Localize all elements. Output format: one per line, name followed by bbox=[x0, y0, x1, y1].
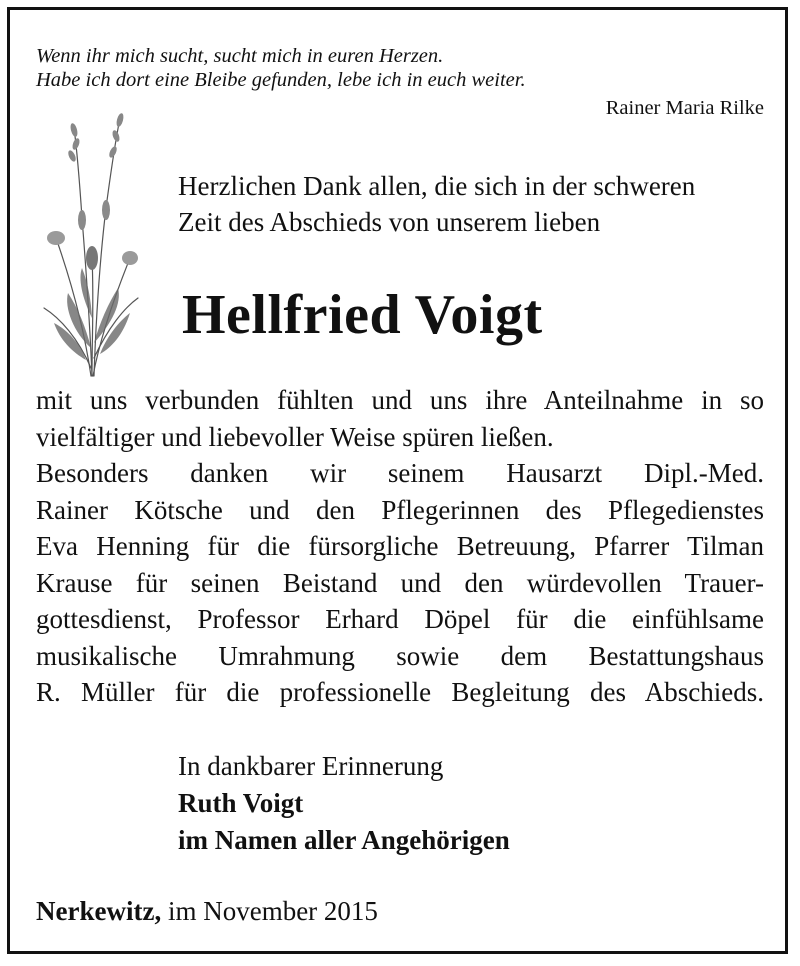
place-date-line bbox=[36, 893, 378, 929]
body-line: R. Müller für die professionelle Begleitung des Abschieds. bbox=[36, 677, 764, 707]
quote-line-1: Wenn ihr mich sucht, sucht mich in euren Herzen. bbox=[36, 45, 444, 67]
closing-block bbox=[178, 748, 510, 859]
closing-phrase: In dankbarer Erinnerung bbox=[178, 751, 444, 781]
body-line: Krause für seinen Beistand und den würdevollen Trauer- bbox=[36, 567, 764, 598]
body-line: Eva Henning für die fürsorgliche Betreuung, Pfarrer Tilman bbox=[36, 531, 764, 561]
body-line: mit uns verbunden fühlten und uns ihre Anteilnahme in so bbox=[36, 385, 764, 415]
intro-line-2: Zeit des Abschieds von unserem lieben bbox=[178, 207, 601, 237]
thanks-body bbox=[36, 382, 764, 711]
grass-flower-bouquet-icon bbox=[34, 108, 144, 378]
date-text: im November 2015 bbox=[167, 896, 378, 926]
body-line: gottesdienst, Professor Erhard Döpel für die einfühlsame bbox=[36, 604, 764, 634]
body-line: Besonders danken wir seinem Hausarzt Dipl.-Med. bbox=[36, 458, 764, 488]
signer-name: Ruth Voigt bbox=[178, 788, 304, 818]
quote-author: Rainer Maria Rilke bbox=[605, 97, 764, 119]
intro-line-1: Herzlichen Dank allen, die sich in der schweren bbox=[178, 171, 696, 201]
deceased-name: Hellfried Voigt bbox=[182, 284, 543, 346]
body-line: vielfältiger und liebevoller Weise spüren ließen. bbox=[36, 421, 554, 452]
on-behalf-line: im Namen aller Angehörigen bbox=[178, 825, 510, 855]
body-line: musikalische Umrahmung sowie dem Bestattungshaus bbox=[36, 640, 764, 671]
epigraph-quote bbox=[36, 44, 766, 92]
place-name: Nerkewitz, bbox=[36, 896, 162, 926]
body-line: Rainer Kötsche und den Pflegerinnen des Pflegedienstes bbox=[36, 494, 764, 525]
intro-text bbox=[178, 168, 778, 240]
quote-line-2: Habe ich dort eine Bleibe gefunden, lebe ich in euch weiter. bbox=[36, 69, 526, 91]
